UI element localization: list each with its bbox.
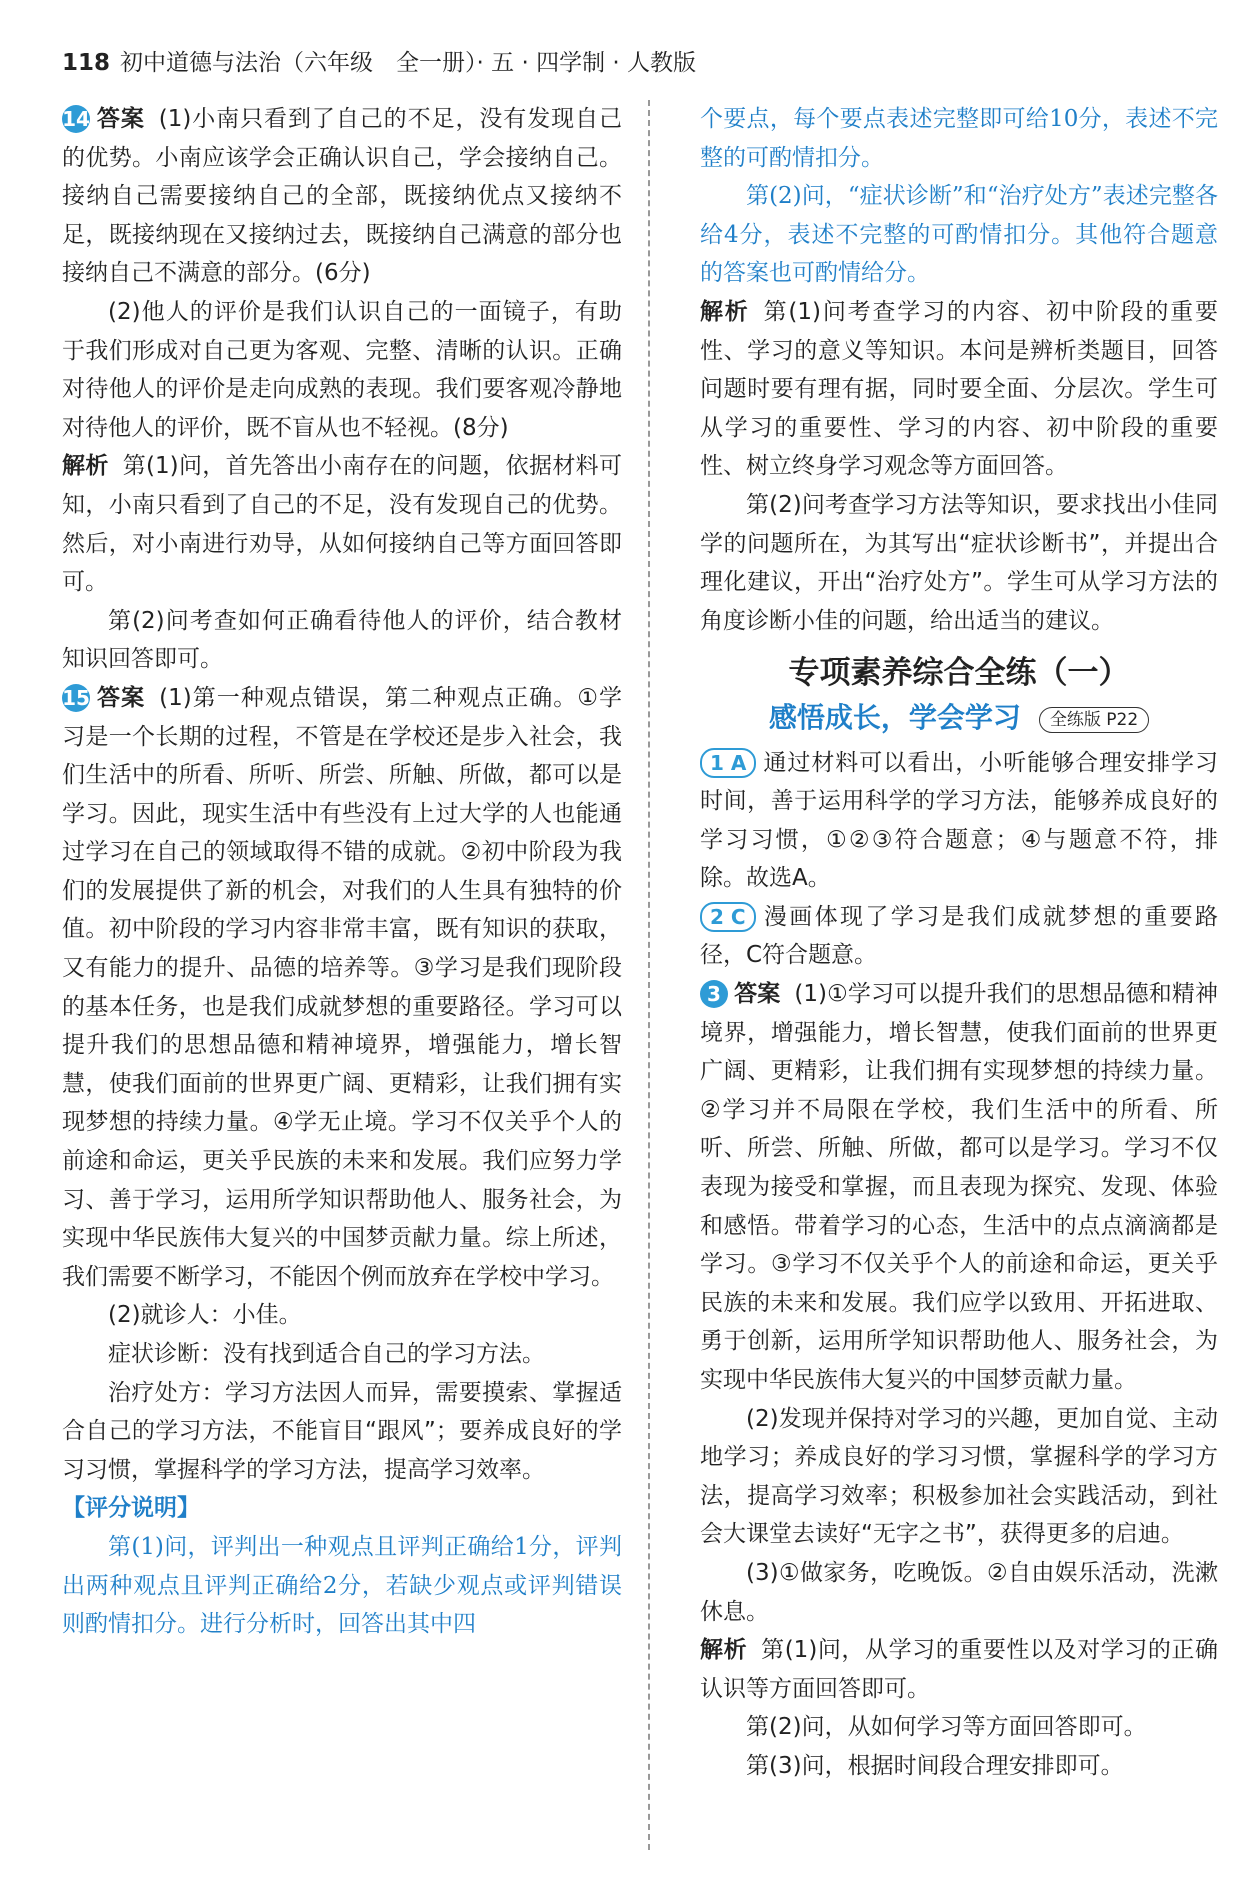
q15-answer-p2: (2)就诊人：小佳。 — [108, 1302, 302, 1329]
answer-label: 答案 — [734, 981, 781, 1008]
left-column — [62, 100, 622, 1644]
r3-answer-p3: (3)①做家务，吃晚饭。②自由娱乐活动，洗漱休息。 — [700, 1559, 1218, 1625]
r2-answer: 2 C 漫画体现了学习是我们成就梦想的重要路径，C符合题意。 — [700, 903, 1218, 969]
subsection-title: 感悟成长，学会学习 — [768, 700, 1021, 734]
answer-label: 答案 — [96, 684, 146, 711]
subsection-row — [700, 699, 1218, 740]
answer-label: 答案 — [96, 106, 145, 132]
analysis-label: 解析 — [700, 298, 750, 325]
q14-analysis-p2: 第(2)问考查如何正确看待他人的评价，结合教材知识回答即可。 — [62, 607, 622, 673]
q15-analysis-p2: 第(2)问考查学习方法等知识，要求找出小佳同学的问题所在，为其写出“症状诊断书”，并提出合理化建议，开出“治疗处方”。学生可从学习方法的角度诊断小佳的问题，给出适当的建议。 — [700, 491, 1218, 634]
reference-tag: 全练版 P22 — [1039, 707, 1149, 733]
r3-answer-p2: (2)发现并保持对学习的兴趣，更加自觉、主动地学习；养成良好的学习习惯，掌握科学的学习方法，提高学习效率；积极参加社会实践活动，到社会大课堂去读好“无字之书”，获得更多的启迪。 — [700, 1405, 1218, 1548]
question-number-badge: 15 — [62, 685, 90, 710]
section-title: 专项素养综合全练（一） — [788, 655, 1130, 692]
q14-answer-p1: 14 答案 (1)小南只看到了自己的不足，没有发现自己的优势。小南应该学会正确认识自己，学会接纳自己。接纳自己需要接纳自己的全部，既接纳优点又接纳不足，既接纳现在又接纳过去，既接纳自己满意的部分也接纳自己不满意的部分。(6分) — [62, 106, 622, 287]
analysis-label: 解析 — [62, 453, 109, 480]
q14-analysis-p1: 解析 第(1)问，首先答出小南存在的问题，依据材料可知，小南只看到了自己的不足，没有发现自己的优势。然后，对小南进行劝导，从如何接纳自己等方面回答即可。 — [62, 453, 623, 596]
answer-choice-badge: 2 C — [700, 902, 756, 932]
scoring-p1-continued: 个要点，每个要点表述完整即可给10分，表述不完整的可酌情扣分。 — [700, 106, 1218, 171]
q15-analysis-p1: 解析 第(1)问考查学习的内容、初中阶段的重要性、学习的意义等知识。本问是辨析类题目，回答问题时要有理有据，同时要全面、分层次。学生可从学习的重要性、学习的内容、初中阶段的重要性、树立终身学习观念等方面回答。 — [700, 298, 1218, 480]
right-column — [700, 100, 1218, 1786]
column-divider — [648, 100, 650, 1850]
book-title: 初中道德与法治（六年级 全一册）· 五 · 四学制 · 人教版 — [120, 50, 697, 76]
page-number: 118 — [62, 50, 111, 76]
scoring-p2: 第(2)问，“症状诊断”和“治疗处方”表述完整各给4分，表述不完整的可酌情扣分。其他符合题意的答案也可酌情给分。 — [700, 183, 1218, 287]
answer-choice-badge: 1 A — [700, 748, 756, 778]
q15-answer-p1: 15 答案 (1)第一种观点错误，第二种观点正确。①学习是一个长期的过程，不管是在学校还是步入社会，我们生活中的所看、所听、所尝、所触、所做，都可以是学习。因此，现实生活中有些没有上过大学的人也能通过学习在自己的领域取得不错的成就。②初中阶段为我们的发展提供了新的机会，对我们的人生具有独特的价值。初中阶段的学习内容非常丰富，既有知识的获取，又有能力的提升、品德的培养等。③学习是我们现阶段的基本任务，也是我们成就梦想的重要路径。学习可以提升我们的思想品德和精神境界，增强能力，增长智慧，使我们面前的世界更广阔、更精彩，让我们拥有实现梦想的持续力量。④学无止境。学习不仅关乎个人的前途和命运，更关乎民族的未来和发展。我们应努力学习、善于学习，运用所学知识帮助他人、服务社会，为实现中华民族伟大复兴的中国梦贡献力量。综上所述，我们需要不断学习，不能因个例而放弃在学校中学习。 — [62, 684, 623, 1290]
r1-answer: 1 A 通过材料可以看出，小听能够合理安排学习时间，善于运用科学的学习方法，能够养成良好的学习习惯，①②③符合题意；④与题意不符，排除。故选A。 — [700, 749, 1218, 892]
r3-analysis-p1: 解析 第(1)问，从学习的重要性以及对学习的正确认识等方面回答即可。 — [700, 1637, 1218, 1702]
scoring-p1: 第(1)问，评判出一种观点且评判正确给1分，评判出两种观点且评判正确给2分，若缺少观点或评判错误则酌情扣分。进行分析时，回答出其中四 — [62, 1533, 622, 1638]
scoring-label: 【评分说明】 — [62, 1495, 200, 1522]
analysis-label: 解析 — [700, 1637, 748, 1664]
page-header — [62, 44, 696, 77]
r3-analysis-p2: 第(2)问，从如何学习等方面回答即可。 — [746, 1714, 1147, 1741]
q14-answer-p2: (2)他人的评价是我们认识自己的一面镜子，有助于我们形成对自己更为客观、完整、清晰的认识。正确对待他人的评价是走向成熟的表现。我们要客观冷静地对待他人的评价，既不盲从也不轻视。(8分) — [62, 298, 622, 441]
r3-answer-p1: 3 答案 (1)①学习可以提升我们的思想品德和精神境界，增强能力，增长智慧，使我们面前的世界更广阔、更精彩，让我们拥有实现梦想的持续力量。②学习并不局限在学校，我们生活中的所看、所听、所尝、所触、所做，都可以是学习。学习不仅表现为接受和掌握，而且表现为探究、发现、体验和感悟。带着学习的心态，生活中的点点滴滴都是学习。③学习不仅关乎个人的前途和命运，更关乎民族的未来和发展。我们应学以致用、开拓进取、勇于创新，运用所学知识帮助他人、服务社会，为实现中华民族伟大复兴的中国梦贡献力量。 — [700, 981, 1218, 1393]
q15-answer-p3: 症状诊断：没有找到适合自己的学习方法。 — [108, 1341, 545, 1367]
question-number-badge: 14 — [62, 107, 90, 131]
q15-answer-p4: 治疗处方：学习方法因人而异，需要摸索、掌握适合自己的学习方法，不能盲目“跟风”；要养成良好的学习习惯，掌握科学的学习方法，提高学习效率。 — [62, 1379, 622, 1483]
r3-analysis-p3: 第(3)问，根据时间段合理安排即可。 — [746, 1752, 1124, 1779]
question-number-badge: 3 — [700, 980, 728, 1008]
